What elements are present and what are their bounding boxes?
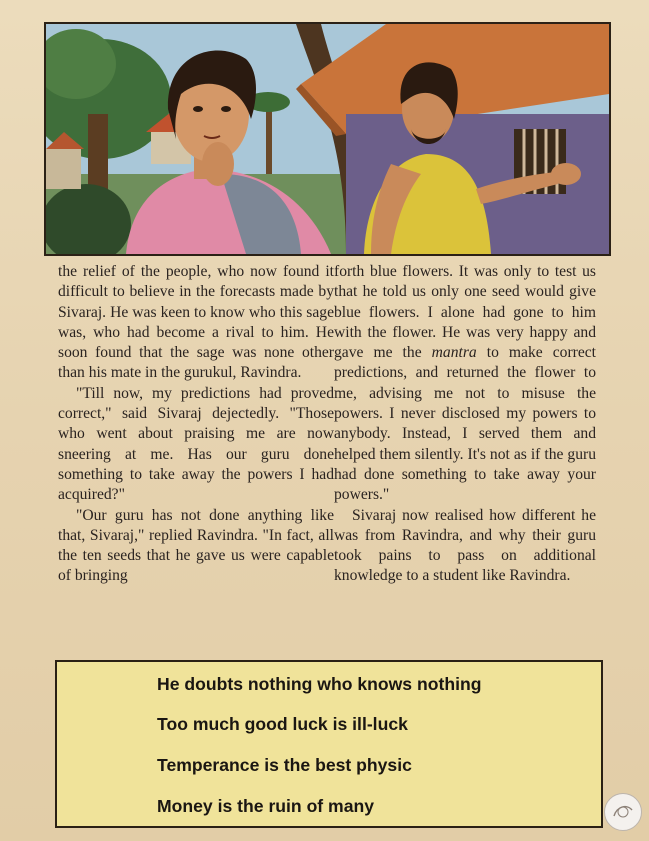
paragraph: the relief of the people, who now found it difficult to believe in the forecasts made by Sivaraj. He was keen to know who this sage was, who had become a rival to him. He soon found that the sage was none other than his mate in the gurukul, Ravindra. xyxy=(58,263,334,382)
paragraph: Sivaraj now realised how different he was from Ravindra, and why their guru took pains to pass on additional knowledge to a student like Ravindra. xyxy=(334,506,596,585)
text-span: to make correct predictions, and returned the flower to me, advising me not to misuse the powers. I never disclosed my powers to anybody. Instead, I served them and helped them silently. It's not as if the guru had done something to take away your powers." xyxy=(334,344,597,504)
paragraph xyxy=(334,262,596,506)
publisher-logo-icon xyxy=(604,793,642,831)
proverb-1: He doubts nothing who knows nothing xyxy=(157,674,482,694)
italic-word: mantra xyxy=(431,344,477,362)
proverb-4: Money is the ruin of many xyxy=(157,796,375,816)
text-column-right xyxy=(334,262,596,587)
story-illustration xyxy=(44,22,611,256)
proverb-2: Too much good luck is ill-luck xyxy=(157,714,408,734)
text-span: forth blue flowers. It was only to test us that he told us only one seed would give blue flowers. I alone had gone to him with the flower. He was very happy and gave me the xyxy=(334,263,596,362)
text-column-left xyxy=(58,262,334,587)
paragraph: "Our guru has not done anything like that, Sivaraj," replied Ravindra. "In fact, all the ten seeds that he gave us were capable of bringing xyxy=(58,506,334,585)
paragraph: "Till now, my predictions had proved correct," said Sivaraj dejectedly. "Those who went about praising me are now sneering at me. Has our guru done something to take away the powers I had acquired?" xyxy=(58,384,334,504)
proverb-3: Temperance is the best physic xyxy=(157,755,412,775)
proverb-box xyxy=(55,660,603,828)
